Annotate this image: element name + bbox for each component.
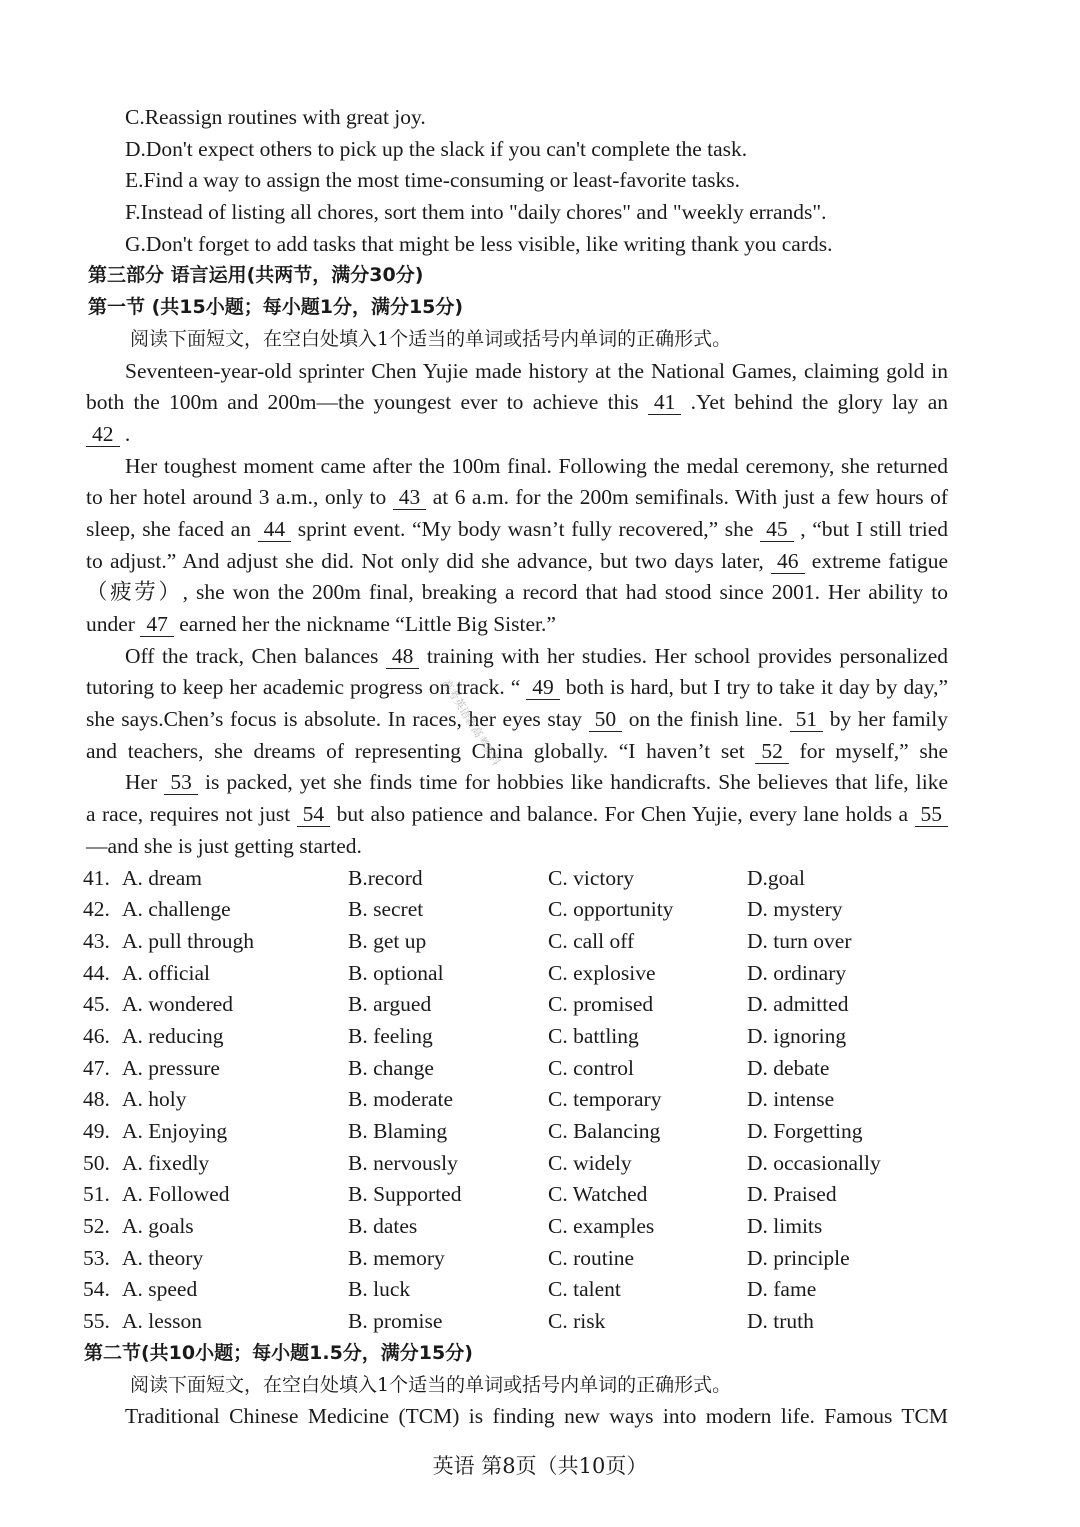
passage-text: she says.Chen’s focus is absolute. In races, her eyes stay <box>86 707 589 732</box>
option-d: D. principle <box>747 1245 850 1270</box>
passage-text: and teachers, she dreams of representing China globally. “I haven’t set <box>86 738 756 763</box>
question-row <box>0 1021 1080 1053</box>
question-row <box>0 1148 1080 1180</box>
option-b: B. optional <box>348 960 444 985</box>
option-b: B. secret <box>348 897 424 922</box>
passage-text: Off the track, Chen balances <box>125 643 386 668</box>
previous-option-line: E.Find a way to assign the most time-consuming or least-favorite tasks. <box>125 168 741 193</box>
option-b: B. luck <box>348 1277 411 1302</box>
part3-heading: 第三部分 语言运用(共两节，满分30分) <box>88 264 424 287</box>
option-c: C. battling <box>548 1023 639 1048</box>
question-number: 42. <box>83 897 110 922</box>
passage-text: , “but I still tried <box>793 516 949 541</box>
question-number: 45. <box>83 992 110 1017</box>
option-b: B. Supported <box>348 1182 462 1207</box>
option-c: C. victory <box>548 865 634 890</box>
question-number: 41. <box>83 865 110 890</box>
passage-text: at 6 a.m. for the 200m semifinals. With just a few hours of <box>426 485 948 510</box>
passage-text: by her family <box>823 707 949 732</box>
option-c: C. opportunity <box>548 897 674 922</box>
section1-instruction: 阅读下面短文，在空白处填入1个适当的单词或括号内单词的正确形式。 <box>130 327 732 350</box>
exam-page <box>0 102 1080 1433</box>
passage-line <box>0 546 1080 578</box>
passage-line <box>0 514 1080 546</box>
passage-line <box>0 419 1080 451</box>
option-a: A. speed <box>122 1277 198 1302</box>
question-row <box>0 1306 1080 1338</box>
passage-text: earned her the nickname “Little Big Sister.” <box>173 612 556 636</box>
option-d: D.goal <box>747 865 805 890</box>
passage-text: is packed, yet she finds time for hobbies like handicrafts. She believes that life, like <box>197 770 948 795</box>
option-b: B. moderate <box>348 1087 454 1112</box>
option-c: C. call off <box>548 928 635 953</box>
question-row <box>0 1274 1080 1306</box>
option-d: D. intense <box>747 1087 835 1112</box>
option-b: B. memory <box>348 1245 445 1270</box>
option-a: A. dream <box>122 865 202 890</box>
option-b: B. Blaming <box>348 1119 448 1143</box>
option-b: B. dates <box>348 1214 418 1239</box>
option-b: B. get up <box>348 928 427 953</box>
question-row <box>0 863 1080 895</box>
blank-49: 49 <box>526 675 560 700</box>
question-number: 54. <box>83 1277 110 1302</box>
option-b: B.record <box>348 865 423 890</box>
option-c: C. routine <box>548 1245 634 1270</box>
passage-line <box>0 672 1080 704</box>
passage-text: both the 100m and 200m—the youngest ever to achieve this <box>86 390 648 415</box>
option-d: D. admitted <box>747 992 849 1017</box>
option-c: C. risk <box>548 1309 606 1334</box>
watermark-text: 高考英语新高考资料 <box>439 677 503 768</box>
option-d: D. ordinary <box>747 960 847 985</box>
blank-46: 46 <box>771 549 805 574</box>
option-d: D. debate <box>747 1055 830 1080</box>
blank-48: 48 <box>386 644 420 669</box>
section2-heading: 第二节(共10小题；每小题1.5分，满分15分) <box>84 1341 473 1364</box>
blank-41: 41 <box>648 390 682 415</box>
passage-line <box>0 641 1080 673</box>
option-c: C. talent <box>548 1277 621 1302</box>
question-options <box>0 863 1080 1338</box>
option-a: A. pressure <box>122 1055 220 1080</box>
question-row <box>0 1084 1080 1116</box>
option-d: D. mystery <box>747 897 843 922</box>
question-row <box>0 894 1080 926</box>
option-a: A. pull through <box>122 928 254 953</box>
passage <box>0 356 1080 863</box>
blank-54: 54 <box>297 802 331 827</box>
question-number: 53. <box>83 1245 110 1270</box>
option-a: A. fixedly <box>122 1150 210 1175</box>
question-number: 44. <box>83 960 110 985</box>
passage-line <box>0 704 1080 736</box>
passage-text: a race, requires not just <box>86 802 297 827</box>
passage-text: to her hotel around 3 a.m., only to <box>86 485 393 510</box>
option-a: A. goals <box>122 1214 194 1239</box>
passage-text: but also patience and balance. For Chen Yujie, every lane holds a <box>330 802 915 827</box>
blank-55: 55 <box>915 802 949 827</box>
question-row <box>0 1243 1080 1275</box>
option-d: D. turn over <box>747 928 852 953</box>
question-row <box>0 989 1080 1021</box>
option-b: B. promise <box>348 1309 443 1334</box>
option-a: A. challenge <box>122 897 231 922</box>
option-d: D. occasionally <box>747 1150 881 1175</box>
passage-text: sleep, she faced an <box>86 516 258 541</box>
option-a: A. official <box>122 960 210 985</box>
blank-50: 50 <box>589 707 623 732</box>
option-b: B. feeling <box>348 1023 433 1048</box>
question-row <box>0 958 1080 990</box>
blank-43: 43 <box>393 485 427 510</box>
question-number: 43. <box>83 928 110 953</box>
option-d: D. Praised <box>747 1182 837 1207</box>
option-c: C. widely <box>548 1150 632 1175</box>
option-a: A. theory <box>122 1245 204 1270</box>
option-c: C. temporary <box>548 1087 662 1112</box>
previous-option-line: C.Reassign routines with great joy. <box>125 105 426 129</box>
passage-text: for myself,” she <box>799 738 949 763</box>
option-c: C. examples <box>548 1214 655 1239</box>
option-d: D. limits <box>747 1214 823 1239</box>
passage-line <box>0 736 1080 768</box>
passage-text: （疲劳）, she won the 200m final, breaking a record that had stood since 2001. Her ability to <box>86 580 948 605</box>
option-b: B. change <box>348 1055 434 1080</box>
question-number: 51. <box>83 1182 110 1207</box>
option-d: D. truth <box>747 1309 814 1334</box>
passage-line <box>0 387 1080 419</box>
option-a: A. Followed <box>122 1182 230 1207</box>
section2-instruction: 阅读下面短文，在空白处填入1个适当的单词或括号内单词的正确形式。 <box>130 1373 732 1396</box>
question-row <box>0 1211 1080 1243</box>
passage-text: —and she is just getting started. <box>86 833 362 858</box>
passage-text: both is hard, but I try to take it day by day,” <box>559 675 949 700</box>
passage-text: under <box>86 612 141 636</box>
option-c: C. explosive <box>548 960 656 985</box>
option-c: C. Watched <box>548 1182 648 1207</box>
question-number: 50. <box>83 1150 110 1175</box>
option-c: C. promised <box>548 992 654 1017</box>
blank-42: 42 <box>86 422 120 447</box>
option-d: D. ignoring <box>747 1023 847 1048</box>
option-b: B. nervously <box>348 1150 458 1175</box>
passage-line <box>0 767 1080 799</box>
blank-51: 51 <box>790 707 824 732</box>
passage-text: training with her studies. Her school provides personalized <box>419 643 948 668</box>
question-number: 55. <box>83 1309 110 1334</box>
passage-text: on the finish line. <box>622 707 790 732</box>
passage-text: sprint event. “My body wasn’t fully recovered,” she <box>291 516 761 541</box>
passage-text: Seventeen-year-old sprinter Chen Yujie made history at the National Games, claiming gold in <box>125 358 948 383</box>
passage-text: extreme fatigue <box>804 548 948 573</box>
section2-passage-line: Traditional Chinese Medicine (TCM) is finding new ways into modern life. Famous TCM <box>125 1404 948 1429</box>
passage-line <box>0 356 1080 388</box>
previous-option-line: F.Instead of listing all chores, sort them into "daily chores" and "weekly errands". <box>125 200 827 225</box>
option-d: D. Forgetting <box>747 1119 863 1143</box>
passage-line <box>0 577 1080 609</box>
blank-47: 47 <box>140 612 174 637</box>
page-footer: 英语 第8页（共10页） <box>432 1454 648 1478</box>
question-row <box>0 1179 1080 1211</box>
previous-option-line: G.Don't forget to add tasks that might be less visible, like writing thank you cards. <box>125 231 833 256</box>
option-a: A. wondered <box>122 992 234 1017</box>
blank-44: 44 <box>258 517 292 542</box>
question-number: 49. <box>83 1119 110 1143</box>
passage-text: . <box>119 421 131 446</box>
previous-options <box>0 102 1080 260</box>
blank-53: 53 <box>164 770 198 795</box>
option-a: A. Enjoying <box>122 1119 228 1143</box>
option-a: A. reducing <box>122 1023 224 1048</box>
passage-line <box>0 482 1080 514</box>
question-number: 52. <box>83 1214 110 1239</box>
option-c: C. control <box>548 1055 634 1080</box>
previous-option-line: D.Don't expect others to pick up the slack if you can't complete the task. <box>125 136 748 161</box>
passage-text: Her toughest moment came after the 100m final. Following the medal ceremony, she returned <box>125 453 948 478</box>
option-a: A. holy <box>122 1087 187 1112</box>
option-d: D. fame <box>747 1277 817 1302</box>
passage-text: tutoring to keep her academic progress on track. “ <box>86 675 527 700</box>
passage-line <box>0 831 1080 863</box>
option-a: A. lesson <box>122 1309 203 1334</box>
question-row <box>0 926 1080 958</box>
passage-line <box>0 799 1080 831</box>
blank-52: 52 <box>755 739 789 764</box>
passage-text: .Yet behind the glory lay an <box>690 390 948 415</box>
option-c: C. Balancing <box>548 1119 661 1143</box>
passage-line <box>0 451 1080 483</box>
passage-text: to adjust.” And adjust she did. Not only did she advance, but two days later, <box>86 548 772 573</box>
question-number: 48. <box>83 1087 110 1112</box>
question-number: 47. <box>83 1055 110 1080</box>
option-b: B. argued <box>348 992 432 1017</box>
passage-line <box>0 609 1080 641</box>
passage-text: Her <box>125 770 165 795</box>
blank-45: 45 <box>760 517 794 542</box>
section1-heading: 第一节 (共15小题；每小题1分，满分15分) <box>88 296 464 319</box>
question-row <box>0 1053 1080 1085</box>
question-row <box>0 1116 1080 1148</box>
question-number: 46. <box>83 1023 110 1048</box>
